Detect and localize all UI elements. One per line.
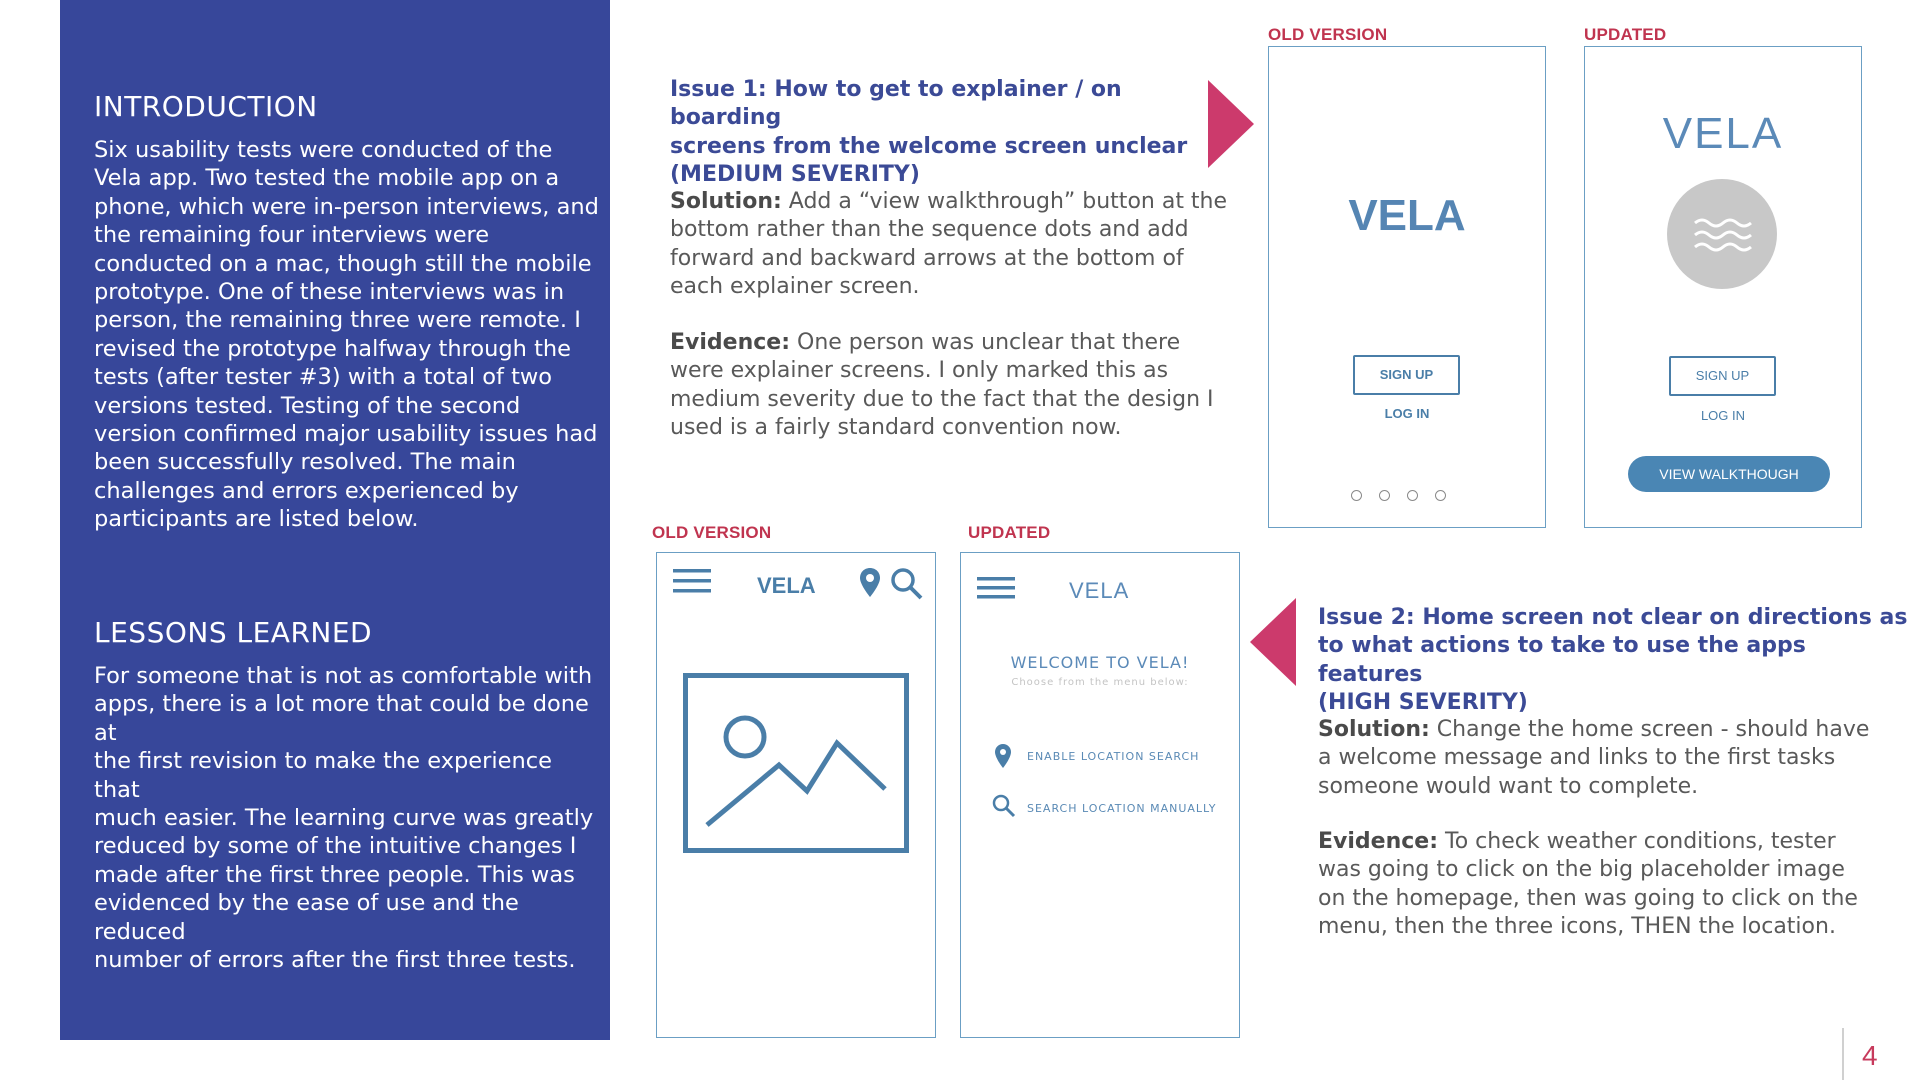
log-in-link[interactable]: LOG IN — [1700, 408, 1746, 423]
intro-line: been successfully resolved. The main — [94, 449, 516, 476]
vela-logo: VELA — [1069, 578, 1130, 603]
log-in-link[interactable]: LOG IN — [1384, 406, 1430, 421]
search-location-manually-item[interactable]: SEARCH LOCATION MANUALLY — [1027, 802, 1217, 815]
enable-location-search-item[interactable]: ENABLE LOCATION SEARCH — [1027, 750, 1200, 763]
updated-label: UPDATED — [968, 523, 1051, 542]
lessons-title: LESSONS LEARNED — [94, 616, 373, 649]
arrow-right-icon — [1208, 80, 1256, 168]
issue2-title-line: to what actions to take to use the apps features — [1318, 633, 1806, 687]
lessons-line: much easier. The learning curve was greatly — [94, 805, 594, 832]
issue2-evidence — [1318, 828, 1908, 942]
evidence-line: One person was unclear that there — [790, 330, 1181, 355]
lessons-line: For someone that is not as comfortable with — [94, 663, 593, 689]
solution-line: someone would want to complete. — [1318, 773, 1699, 799]
evidence-line: on the homepage, then was going to click on the — [1318, 885, 1858, 911]
lessons-line: evidenced by the ease of use and the reduced — [94, 890, 519, 945]
solution-line: Change the home screen - should have — [1429, 717, 1870, 742]
welcome-subtitle: Choose from the menu below: — [1011, 677, 1189, 688]
evidence-line: menu, then the three icons, THEN the location. — [1318, 914, 1836, 940]
location-pin-icon[interactable] — [994, 743, 1012, 769]
solution-label: Solution: — [1318, 717, 1430, 742]
evidence-line: To check weather conditions, tester — [1438, 829, 1836, 854]
solution-line: a welcome message and links to the first tasks — [1318, 745, 1836, 771]
issue1-title — [670, 76, 1230, 190]
hamburger-menu-icon[interactable] — [977, 577, 1015, 601]
solution-line: each explainer screen. — [670, 274, 920, 300]
location-pin-icon[interactable] — [859, 567, 881, 599]
solution-line: forward and backward arrows at the bottom of — [670, 245, 1184, 271]
updated-label: UPDATED — [1584, 25, 1667, 44]
intro-line: Six usability tests were conducted of the — [94, 137, 553, 163]
intro-line: participants are listed below. — [94, 506, 419, 533]
search-icon[interactable] — [992, 794, 1016, 818]
hamburger-menu-icon[interactable] — [673, 569, 711, 595]
introduction-body — [94, 136, 604, 534]
page-indicator-dot[interactable] — [1407, 490, 1418, 501]
issue1-title-line: Issue 1: How to get to explainer / on boarding — [670, 77, 1122, 131]
search-icon[interactable] — [890, 567, 924, 601]
old-version-label: OLD VERSION — [652, 523, 772, 542]
image-placeholder-icon[interactable] — [683, 673, 909, 853]
issue2-title — [1318, 604, 1908, 718]
vela-logo: VELA — [757, 573, 816, 598]
intro-line: person, the remaining three were remote. I — [94, 307, 581, 334]
sign-up-button[interactable]: SIGN UP — [1669, 356, 1776, 396]
lessons-line: made after the first three people. This was — [94, 861, 575, 888]
welcome-heading: WELCOME TO VELA! — [1010, 653, 1190, 672]
intro-line: phone, which were in-person interviews, and — [94, 193, 599, 220]
issue2-title-line: Issue 2: Home screen not clear on directions as — [1318, 605, 1908, 630]
evidence-line: medium severity due to the fact that the design I — [670, 386, 1214, 412]
issue1-title-line: screens from the welcome screen unclear — [670, 133, 1188, 159]
issue1-evidence — [670, 329, 1230, 443]
vela-logo: VELA — [1662, 109, 1784, 158]
arrow-left-icon — [1248, 598, 1296, 686]
evidence-label: Evidence: — [1318, 829, 1439, 854]
intro-line: version confirmed major usability issues had — [94, 421, 598, 448]
solution-label: Solution: — [670, 189, 782, 214]
page-indicator-dot[interactable] — [1435, 490, 1446, 501]
intro-line: tests (after tester #3) with a total of two — [94, 364, 553, 391]
lessons-line: reduced by some of the intuitive changes I — [94, 833, 577, 860]
issue1-solution — [670, 188, 1230, 302]
intro-line: conducted on a mac, though still the mobile — [94, 250, 592, 277]
updated-home-screen — [960, 552, 1240, 1038]
solution-line: Add a “view walkthrough” button at the — [781, 189, 1228, 214]
evidence-label: Evidence: — [670, 330, 791, 355]
introduction-title: INTRODUCTION — [94, 90, 318, 123]
intro-line: Vela app. Two tested the mobile app on a — [94, 165, 560, 192]
lessons-line: number of errors after the first three tests. — [94, 947, 576, 974]
old-version-label: OLD VERSION — [1268, 25, 1388, 44]
vela-logo: VELA — [1348, 191, 1466, 240]
updated-welcome-screen — [1584, 46, 1862, 528]
intro-line: prototype. One of these interviews was in — [94, 279, 565, 306]
left-panel — [60, 0, 610, 1040]
page-indicator-dot[interactable] — [1379, 490, 1390, 501]
page-number-divider — [1842, 1028, 1844, 1080]
intro-line: revised the prototype halfway through the — [94, 335, 572, 362]
lessons-line: the first revision to make the experience that — [94, 748, 552, 803]
waves-icon — [1667, 179, 1777, 289]
page-indicator-dot[interactable] — [1351, 490, 1362, 501]
old-welcome-screen — [1268, 46, 1546, 528]
intro-line: challenges and errors experienced by — [94, 477, 519, 504]
solution-line: bottom rather than the sequence dots and add — [670, 217, 1189, 243]
issue2-title-line: (HIGH SEVERITY) — [1318, 690, 1528, 716]
lessons-body — [94, 662, 604, 974]
view-walkthrough-button[interactable]: VIEW WALKTHOUGH — [1628, 456, 1830, 492]
intro-line: versions tested. Testing of the second — [94, 392, 521, 419]
lessons-line: apps, there is a lot more that could be done at — [94, 691, 589, 746]
evidence-line: used is a fairly standard convention now. — [670, 415, 1122, 441]
issue1-title-line: (MEDIUM SEVERITY) — [670, 162, 920, 188]
evidence-line: was going to click on the big placeholder image — [1318, 857, 1845, 883]
sign-up-button[interactable]: SIGN UP — [1353, 355, 1460, 395]
page-number: 4 — [1862, 1040, 1878, 1071]
old-home-screen — [656, 552, 936, 1038]
evidence-line: were explainer screens. I only marked this as — [670, 358, 1169, 384]
issue2-solution — [1318, 716, 1908, 801]
intro-line: the remaining four interviews were — [94, 222, 490, 249]
